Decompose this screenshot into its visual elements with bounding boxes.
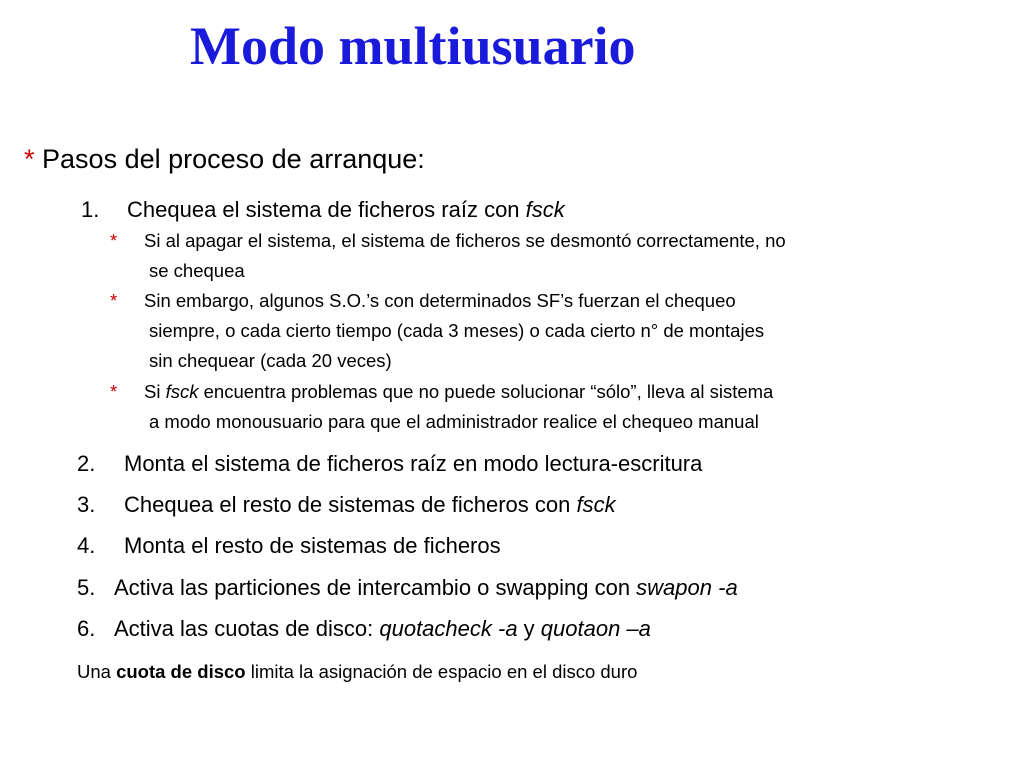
section-heading	[24, 141, 425, 177]
step-1-subitem-1-cont: se chequea	[149, 260, 245, 281]
subitem-command: fsck	[165, 381, 199, 402]
step-1-command: fsck	[525, 197, 565, 222]
subitem-text: Sin embargo, algunos S.O.’s con determinados SF’s fuerzan el chequeo	[144, 290, 736, 311]
step-3-text: Chequea el resto de sistemas de ficheros con	[124, 492, 577, 517]
subitem-bullet: *	[110, 230, 118, 251]
step-2-text: Monta el sistema de ficheros raíz en modo lectura-escritura	[124, 451, 703, 476]
step-1-subitem-3	[110, 380, 773, 404]
step-6-number: 6.	[77, 616, 96, 641]
step-2	[77, 450, 702, 478]
subitem-text-rest: encuentra problemas que no puede solucionar “sólo”, lleva al sistema	[198, 381, 774, 402]
subitem-text: Si al apagar el sistema, el sistema de ficheros se desmontó correctamente, no	[144, 230, 786, 251]
step-3-command: fsck	[576, 492, 616, 517]
footnote	[77, 660, 637, 684]
step-6	[77, 615, 651, 643]
heading-bullet: *	[24, 144, 35, 174]
step-5-command: swapon -a	[636, 575, 738, 600]
step-3	[77, 491, 616, 519]
step-5-number: 5.	[77, 575, 96, 600]
subitem-bullet: *	[110, 381, 118, 402]
step-6-connector: y	[517, 616, 541, 641]
subitem-text: Si	[144, 381, 166, 402]
step-5	[77, 574, 738, 602]
step-1	[81, 196, 565, 224]
step-1-text: Chequea el sistema de ficheros raíz con	[127, 197, 526, 222]
step-3-number: 3.	[77, 492, 96, 517]
step-6-command-2: quotaon –a	[540, 616, 651, 641]
page-title: Modo multiusuario	[190, 16, 636, 76]
step-4-text: Monta el resto de sistemas de ficheros	[124, 533, 501, 558]
heading-text: Pasos del proceso de arranque:	[42, 144, 425, 174]
subitem-bullet: *	[110, 290, 118, 311]
footnote-text: limita la asignación de espacio en el disco duro	[245, 661, 638, 682]
step-1-subitem-3-cont: a modo monousuario para que el administrador realice el chequeo manual	[149, 411, 759, 432]
step-5-text: Activa las particiones de intercambio o swapping con	[114, 575, 637, 600]
step-6-command-1: quotacheck -a	[379, 616, 518, 641]
footnote-pre: Una	[77, 661, 117, 682]
step-4-number: 4.	[77, 533, 96, 558]
step-1-subitem-2-cont2: sin chequear (cada 20 veces)	[149, 350, 392, 371]
step-1-subitem-1	[110, 229, 786, 253]
step-1-subitem-2-cont: siempre, o cada cierto tiempo (cada 3 meses) o cada cierto n° de montajes	[149, 320, 765, 341]
step-2-number: 2.	[77, 451, 96, 476]
step-6-text: Activa las cuotas de disco:	[114, 616, 380, 641]
step-4	[77, 532, 501, 560]
step-1-number: 1.	[81, 197, 100, 222]
footnote-term: cuota de disco	[116, 661, 246, 682]
step-1-subitem-2	[110, 289, 736, 313]
